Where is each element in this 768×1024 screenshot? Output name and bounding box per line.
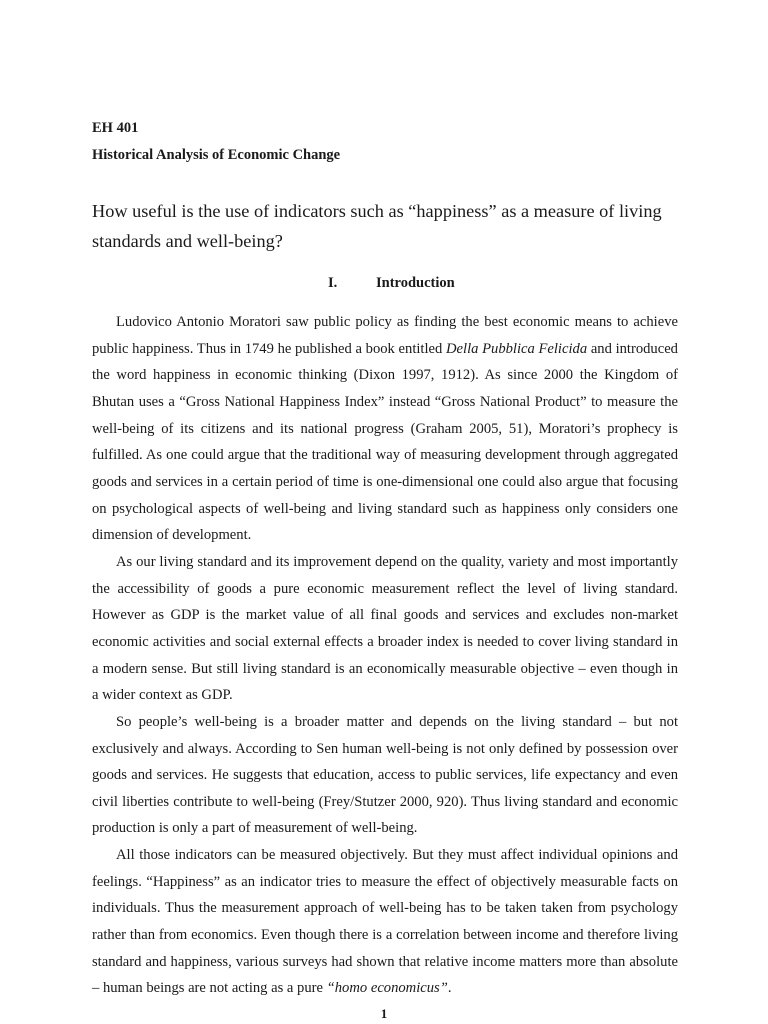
paragraph-1-text-a: Ludovico Antonio Moratori saw public policy as finding the best economic means to achieve public happiness. Thus in 1749 he published a book entitled (92, 314, 678, 357)
paragraph-2: As our living standard and its improvement depend on the quality, variety and most importantly the accessibility of goods a pure economic measurement reflect the level of living standard. However as GDP is the market value of all final goods and services and excludes non-market economic activities and social external effects a broader index is needed to cover living standard in a modern sense. But still living standard is an economically measurable objective – even though in a wider context as GDP. (92, 553, 678, 704)
essay-question: How useful is the use of indicators such as “happiness” as a measure of living standards and well-being? (92, 201, 662, 251)
paragraph-1-text-b: and introduced the word happiness in economic thinking (Dixon 1997, 1912). As since 2000 the Kingdom of Bhutan uses a “Gross National Happiness Index” instead “Gross National Product” to measure the well-being of its citizens and its national progress (Graham 2005, 51), Moratori’s prophecy is fulfilled. As one could argue that the traditional way of measuring development through aggregated goods and services in a certain period of time is one-dimensional one could also argue that focusing on psychological aspects of well-being and living standard such as happiness only considers one dimension of development. (92, 340, 678, 544)
paragraph-4 (92, 842, 678, 1002)
paragraph-4-text-b: . (447, 980, 452, 997)
paragraph-3: So people’s well-being is a broader matter and depends on the living standard – but not exclusively and always. According to Sen human well-being is not only defined by possession over goods and services. He suggests that education, access to public services, life expectancy and even civil liberties contribute to well-being (Frey/Stutzer 2000, 920). Thus living standard and economic production is only a part of measurement of well-being. (92, 713, 678, 837)
course-code: EH 401 (92, 120, 139, 136)
course-name: Historical Analysis of Economic Change (92, 147, 341, 163)
page-number: 1 (380, 1006, 388, 1021)
section-title: Introduction (376, 275, 455, 291)
section-number: I. (328, 275, 338, 291)
book-title-italic: Della Pubblica Felicida (446, 340, 588, 357)
paragraph-1 (92, 309, 678, 549)
paragraph-4-text-a: All those indicators can be measured objectively. But they must affect individual opinions and feelings. “Happiness” as an indicator tries to measure the effect of objectively measurable facts on individuals. Thus the measurement approach of well-being has to be taken taken from psychology rather than from economics. Even though there is a correlation between income and therefore living standard and happiness, various surveys had shown that relative income matters more than absolute – human beings are not acting as a pure (92, 847, 678, 997)
body-text (92, 309, 678, 1002)
homo-economicus-italic: “homo economicus” (326, 980, 448, 997)
